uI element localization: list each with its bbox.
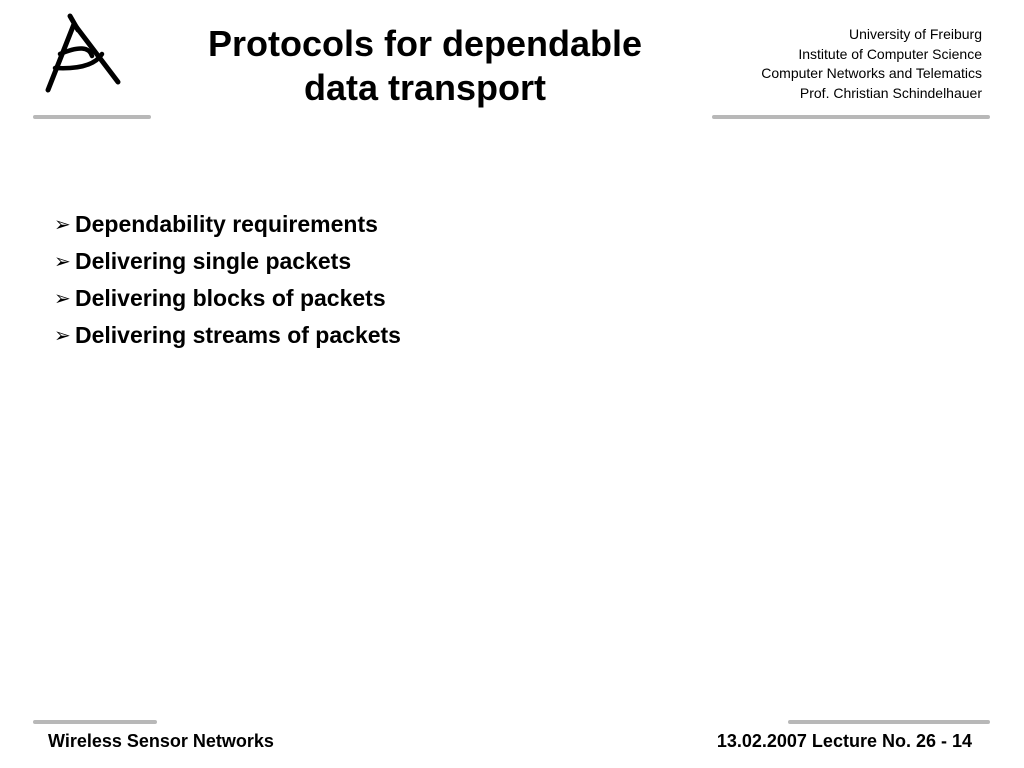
- affiliation-professor: Prof. Christian Schindelhauer: [799, 84, 982, 101]
- bullet-text: Delivering single packets: [75, 248, 352, 274]
- bullet-text: Delivering blocks of packets: [75, 285, 386, 311]
- footer-divider-left: [33, 720, 157, 724]
- bullet-item-dependability: [54, 206, 401, 243]
- slide-title: [170, 22, 680, 110]
- bullet-text: Delivering streams of packets: [75, 322, 401, 348]
- bullet-item-streams: [54, 317, 401, 354]
- bullet-item-single-packets: [54, 243, 401, 280]
- freiburg-antenna-logo-icon: [30, 10, 130, 100]
- affiliation-university: University of Freiburg: [848, 26, 982, 42]
- bullet-list: [54, 206, 401, 354]
- bullet-item-blocks: [54, 280, 401, 317]
- affiliation-block: [652, 25, 982, 103]
- slide-title-line-1: Protocols for dependable: [207, 23, 643, 64]
- footer-lecture-info: 13.02.2007 Lecture No. 26 - 14: [716, 731, 972, 751]
- affiliation-institute: Institute of Computer Science: [798, 45, 982, 62]
- footer-divider-right: [788, 720, 990, 724]
- header-divider-left: [33, 115, 151, 119]
- arrowhead-bullet-icon: ➢: [54, 325, 71, 347]
- arrowhead-bullet-icon: ➢: [54, 288, 71, 310]
- slide-title-line-2: data transport: [303, 67, 547, 108]
- arrowhead-bullet-icon: ➢: [54, 251, 71, 273]
- header-divider-right: [712, 115, 990, 119]
- affiliation-group: Computer Networks and Telematics: [761, 65, 982, 81]
- arrowhead-bullet-icon: ➢: [54, 214, 71, 236]
- footer-course-name: Wireless Sensor Networks: [48, 731, 274, 751]
- bullet-text: Dependability requirements: [75, 211, 378, 237]
